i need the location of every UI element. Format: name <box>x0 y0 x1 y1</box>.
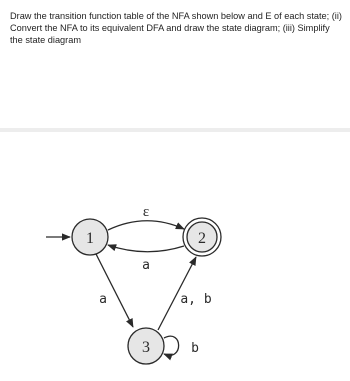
transition-3-3-b <box>164 336 179 355</box>
label-2-1-a: a <box>142 258 150 273</box>
transition-1-2-epsilon <box>108 221 184 230</box>
label-3-2-ab: a, b <box>180 292 212 307</box>
state-2-accepting <box>183 218 221 256</box>
transition-1-3-a <box>96 254 133 327</box>
label-1-3-a: a <box>99 292 107 307</box>
state-1 <box>72 219 108 255</box>
state-2-label: 2 <box>198 230 206 247</box>
state-1-label: 1 <box>86 230 94 247</box>
state-3 <box>128 328 164 364</box>
label-3-3-b: b <box>191 341 199 356</box>
label-epsilon: ε <box>142 204 150 220</box>
question-text: Draw the transition function table of the NFA shown below and E of each state; (ii) Convert the NFA to its equivalent DFA and draw the state diagram; (iii) Simplify the state diagram <box>10 11 342 45</box>
state-3-label: 3 <box>142 339 150 356</box>
transition-2-1-a <box>108 245 184 252</box>
